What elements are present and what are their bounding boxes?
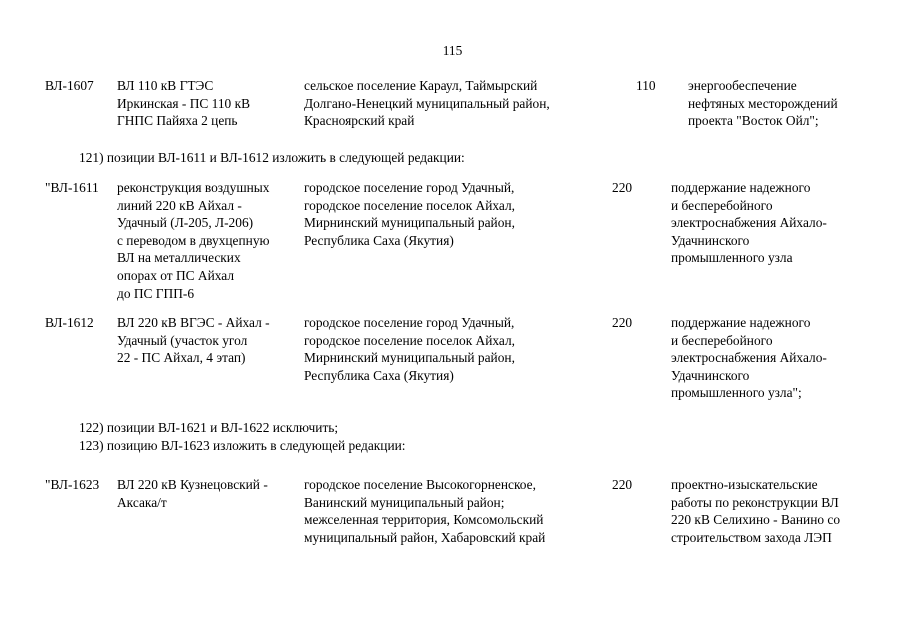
line-voltage: 110 bbox=[636, 78, 656, 93]
line-location: городское поселение город Удачный, городское поселение поселок Айхал, Мирнинский муниципальный район, Республика Саха (Якутия) bbox=[304, 180, 516, 248]
line-voltage: 220 bbox=[612, 315, 633, 330]
line-code: ВЛ-1612 bbox=[45, 315, 94, 330]
line-purpose: энергообеспечение нефтяных месторождений проекта "Восток Ойл"; bbox=[688, 78, 838, 129]
line-code: "ВЛ-1623 bbox=[45, 477, 100, 492]
line-voltage: 220 bbox=[612, 477, 633, 492]
line-name: ВЛ 220 кВ ВГЭС - Айхал - Удачный (участок угол 22 - ПС Айхал, 4 этап) bbox=[117, 315, 270, 366]
line-purpose: проектно-изыскательские работы по реконструкции ВЛ 220 кВ Селихино - Ванино со строительством захода ЛЭП bbox=[671, 477, 841, 545]
line-name: ВЛ 110 кВ ГТЭС Иркинская - ПС 110 кВ ГНПС Пайяха 2 цепь bbox=[117, 78, 251, 129]
line-purpose: поддержание надежного и бесперебойного электроснабжения Айхало- Удачнинского промышленного узла"; bbox=[671, 315, 827, 401]
line-purpose: поддержание надежного и бесперебойного электроснабжения Айхало- Удачнинского промышленного узла bbox=[671, 180, 827, 266]
line-voltage: 220 bbox=[612, 180, 633, 195]
line-location: сельское поселение Караул, Таймырский Долгано-Ненецкий муниципальный район, Красноярский край bbox=[304, 78, 550, 129]
page-number: 115 bbox=[442, 43, 463, 58]
instruction-122: 122) позиции ВЛ-1621 и ВЛ-1622 исключить; bbox=[79, 420, 339, 435]
line-location: городское поселение Высокогорненское, Ванинский муниципальный район; межселенная территория, Комсомольский муниципальный район, Хабаровский край bbox=[304, 477, 546, 545]
line-code: "ВЛ-1611 bbox=[45, 180, 99, 195]
instruction-123: 123) позицию ВЛ-1623 изложить в следующей редакции: bbox=[79, 438, 406, 453]
line-code: ВЛ-1607 bbox=[45, 78, 94, 93]
instruction-121: 121) позиции ВЛ-1611 и ВЛ-1612 изложить в следующей редакции: bbox=[79, 150, 465, 165]
line-name: реконструкция воздушных линий 220 кВ Айхал - Удачный (Л-205, Л-206) с переводом в двухцепную ВЛ на металлических опорах от ПС Айхал до ПС ГПП-6 bbox=[117, 180, 270, 301]
line-location: городское поселение город Удачный, городское поселение поселок Айхал, Мирнинский муниципальный район, Республика Саха (Якутия) bbox=[304, 315, 516, 383]
line-name: ВЛ 220 кВ Кузнецовский - Аксака/т bbox=[117, 477, 268, 510]
